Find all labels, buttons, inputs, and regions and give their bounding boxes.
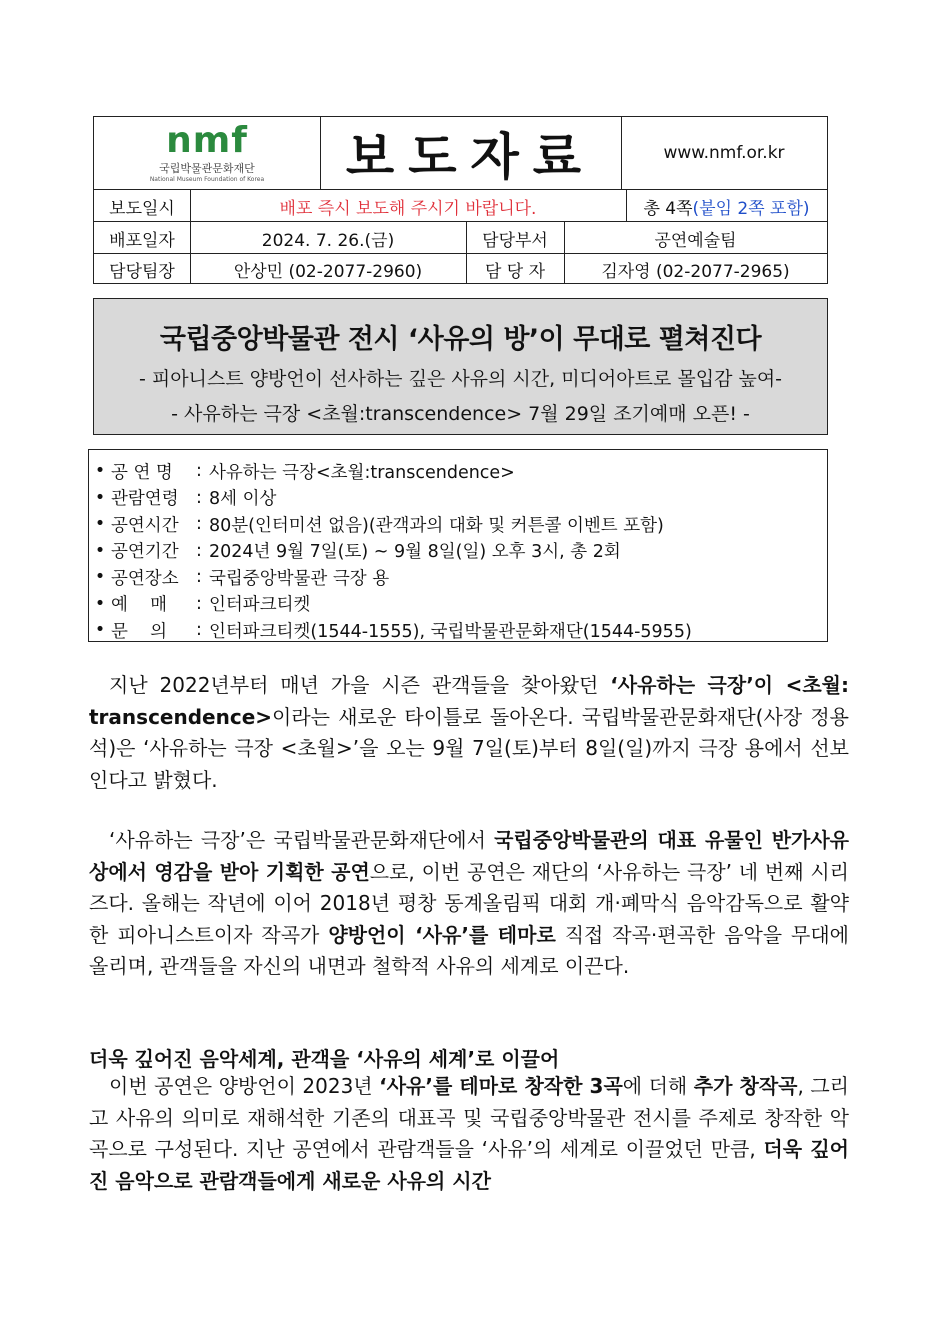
colon: : [196,540,202,561]
info-row [89,485,827,512]
team-lead-label: 담당팀장 [109,261,175,282]
headline-banner [93,298,828,435]
info-value: 80분(인터미션 없음)(관객과의 대화 및 커튼콜 이벤트 포함) [209,515,664,536]
page-count [626,190,827,222]
subheadline-1: - 피아니스트 양방언이 선사하는 깊은 사유의 시간, 미디어아트로 몰입감 높여- [138,368,783,390]
page-count-attachment: (붙임 2쪽 포함) [692,198,810,219]
info-value: 국립중앙박물관 극장 용 [209,568,390,589]
release-notice: 배포 즉시 보도해 주시기 바랍니다. [279,198,537,219]
colon: : [196,620,202,641]
bullet-icon: • [94,620,106,641]
distribution-date-label: 배포일자 [109,230,175,251]
info-label: 공 연 명 [111,462,173,483]
performance-info-box [88,449,828,642]
release-time-label: 보도일시 [109,198,175,219]
headline: 국립중앙박물관 전시 ‘사유의 방’이 무대로 펼쳐진다 [159,324,762,355]
paragraph-emphasis: 더욱 깊어진 음악으로 관람객들에게 새로운 사유의 시간 [89,1137,849,1193]
paragraph-text: 지난 2022년부터 매년 가을 시즌 관객들을 찾아왔던 [109,673,611,697]
info-value: 2024년 9월 7일(토) ~ 9월 8일(일) 오후 3시, 총 2회 [209,542,621,563]
info-label: 예 매 [111,595,168,616]
department-label: 담당부서 [482,230,548,251]
paragraph-text: 이번 공연은 양방언이 2023년 [109,1074,380,1098]
section-heading: 더욱 깊어진 음악세계, 관객을 ‘사유의 세계’로 이끌어 [89,1047,560,1071]
paragraph-emphasis: 추가 창작곡 [693,1074,798,1098]
info-value: 인터파크티켓(1544-1555), 국립박물관문화재단(1544-5955) [209,621,692,642]
paragraph-text: 으로, 이번 공연은 재단의 ‘사유하는 극장’ 네 번째 시리즈다. 올해는 작년에 이어 2018년 평창 동계올림픽 대회 개·폐막식 음악감독으로 활약한 피아니스트이자 작곡가 [89,859,850,947]
info-row [89,617,827,644]
colon: : [196,461,202,482]
info-row [89,538,827,565]
colon: : [196,567,202,588]
nmf-logo [94,117,320,189]
website-url[interactable]: www.nmf.or.kr [663,143,785,163]
paragraph-emphasis: ‘사유’를 테마로 창작한 3곡 [379,1074,623,1098]
distribution-date: 2024. 7. 26.(금) [261,230,395,251]
paragraph-text: ‘사유하는 극장’은 국립박물관문화재단에서 [109,828,495,852]
person-in-charge: 김자영 (02-2077-2965) [601,261,790,282]
department: 공연예술팀 [654,230,737,251]
paragraph-3 [89,1071,849,1197]
press-release-header-table [93,116,828,284]
bullet-icon: • [94,487,106,508]
bullet-icon: • [94,540,106,561]
bullet-icon: • [94,461,106,482]
person-in-charge-label: 담 당 자 [484,261,546,282]
subheadline-2: - 사유하는 극장 <초월:transcendence> 7월 29일 조기예매 오픈! - [171,403,750,425]
paragraph-emphasis: 양방언이 ‘사유’를 테마로 [328,922,556,947]
colon: : [196,593,202,614]
info-label: 공연기간 [111,542,179,563]
paragraph-1 [89,670,849,796]
logo-mark: nmf [166,119,248,161]
info-value: 8세 이상 [209,489,277,510]
info-row [89,511,827,538]
info-row [89,458,827,485]
info-label: 문 의 [111,621,168,642]
colon: : [196,487,202,508]
bullet-icon: • [94,567,106,588]
paragraph-text: , 그리고 사유의 의미로 재해석한 기존의 대표곡 및 국립중앙박물관 전시를 주제로 창작한 악곡으로 구성된다. 지난 공연에서 관람객들을 ‘사유’의 세계로 이끌었던 만큼, [89,1074,849,1161]
info-row [89,564,827,591]
contact-row [94,253,827,284]
paragraph-text: 직접 작곡·편곡한 음악을 무대에 올리며, 관객들을 자신의 내면과 철학적 사유의 세계로 이끈다. [89,922,850,978]
logo-korean-name: 국립박물관문화재단 [159,161,255,175]
info-row [89,591,827,618]
info-label: 공연시간 [111,515,179,536]
team-lead: 안상민 (02-2077-2960) [233,261,423,282]
colon: : [196,514,202,535]
paragraph-emphasis: 국립중앙박물관의 대표 유물인 반가사유상에서 영감을 받아 기획한 공연 [89,828,849,884]
document-title: 보도자료 [345,128,596,186]
distribution-date-row [94,221,827,254]
info-value: 인터파크티켓 [209,595,311,616]
info-label: 공연장소 [111,568,179,589]
paragraph-emphasis: ‘사유하는 극장’이 <초월: transcendence> [89,673,849,729]
logo-english-name: National Museum Foundation of Korea [149,175,265,183]
paragraph-2 [89,825,849,983]
page-count-total: 총 4쪽 [643,198,693,219]
info-label: 관람연령 [111,489,179,510]
paragraph-text: 에 더해 [622,1074,694,1098]
info-value: 사유하는 극장<초월:transcendence> [209,462,515,483]
bullet-icon: • [94,514,106,535]
paragraph-text: 이라는 새로운 타이틀로 돌아온다. 국립박물관문화재단(사장 정용석)은 ‘사유하는 극장 <초월>’을 오는 9월 7일(토)부터 8일(일)까지 극장 용에서 선보인다고 밝혔다. [89,704,849,792]
bullet-icon: • [94,593,106,614]
release-time-row [94,189,827,222]
